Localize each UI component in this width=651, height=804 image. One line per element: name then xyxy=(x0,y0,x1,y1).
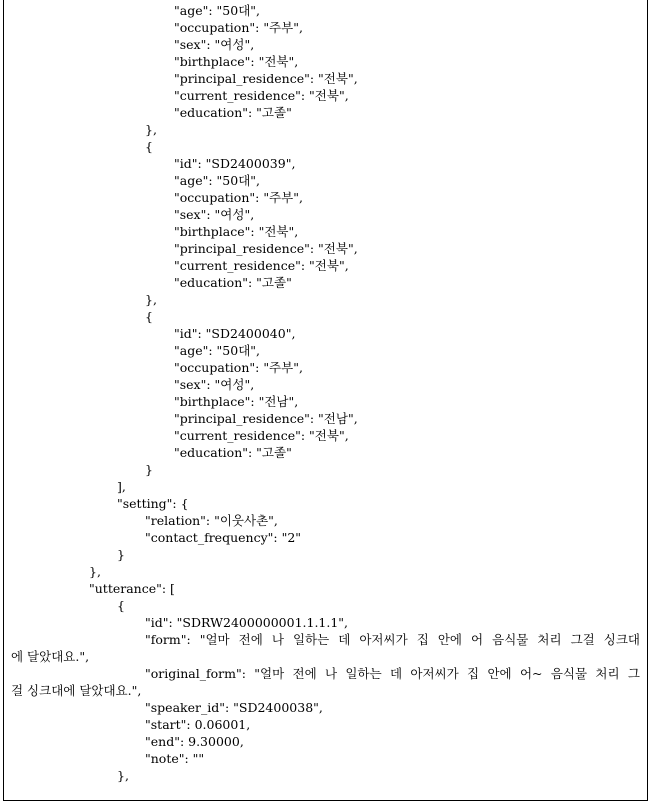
code-line: "birthplace": "전남", xyxy=(174,394,299,409)
code-line: "contact_frequency": "2" xyxy=(145,530,302,545)
code-line: "id": "SD2400039", xyxy=(174,156,296,171)
code-line: "principal_residence": "전북", xyxy=(174,71,358,86)
code-line: "occupation": "주부", xyxy=(174,360,303,375)
code-line: "sex": "여성", xyxy=(174,37,255,52)
code-line: "education": "고졸" xyxy=(174,105,292,120)
code-line: } xyxy=(117,547,125,562)
code-line: "occupation": "주부", xyxy=(174,190,303,205)
code-line: "education": "고졸" xyxy=(174,445,292,460)
code-line: "current_residence": "전북", xyxy=(174,428,349,443)
code-line: "end": 9.30000, xyxy=(145,734,244,749)
code-line: }, xyxy=(89,564,101,579)
code-line: "setting": { xyxy=(117,496,189,511)
code-line: "sex": "여성", xyxy=(174,377,255,392)
code-line: "age": "50대", xyxy=(174,173,260,188)
code-line: "age": "50대", xyxy=(174,3,260,18)
code-line: "age": "50대", xyxy=(174,343,260,358)
code-line: { xyxy=(145,139,153,154)
code-line: }, xyxy=(145,122,157,137)
code-line: "note": "" xyxy=(145,751,205,766)
code-line: "sex": "여성", xyxy=(174,207,255,222)
code-line: "start": 0.06001, xyxy=(145,717,251,732)
code-line: "relation": "이웃사촌", xyxy=(145,513,278,528)
code-line: "principal_residence": "전북", xyxy=(174,241,358,256)
code-line: "original_form": "얼마 전에 나 일하는 데 아저씨가 집 안에 어~ 음식물 처리 그 xyxy=(145,666,640,681)
code-line: "education": "고졸" xyxy=(174,275,292,290)
code-line: "birthplace": "전북", xyxy=(174,54,299,69)
code-line: "id": "SDRW2400000001.1.1.1", xyxy=(145,615,349,630)
document-frame xyxy=(3,0,648,801)
code-line: "occupation": "주부", xyxy=(174,20,303,35)
code-line: ], xyxy=(117,479,126,494)
code-line: 걸 싱크대에 달았대요.", xyxy=(11,683,142,698)
code-line: } xyxy=(145,462,153,477)
code-line: "speaker_id": "SD2400038", xyxy=(145,700,323,715)
code-line: { xyxy=(117,598,125,613)
code-line: "form": "얼마 전에 나 일하는 데 아저씨가 집 안에 어 음식물 처리 그걸 싱크대 xyxy=(145,632,640,647)
code-line: "id": "SD2400040", xyxy=(174,326,296,341)
code-line: "principal_residence": "전남", xyxy=(174,411,358,426)
code-line: "utterance": [ xyxy=(89,581,175,596)
code-line: { xyxy=(145,309,153,324)
code-line: "birthplace": "전북", xyxy=(174,224,299,239)
code-line: "current_residence": "전북", xyxy=(174,258,349,273)
code-line: 에 달았대요.", xyxy=(11,649,90,664)
code-line: "current_residence": "전북", xyxy=(174,88,349,103)
code-line: }, xyxy=(117,768,129,783)
code-line: }, xyxy=(145,292,157,307)
